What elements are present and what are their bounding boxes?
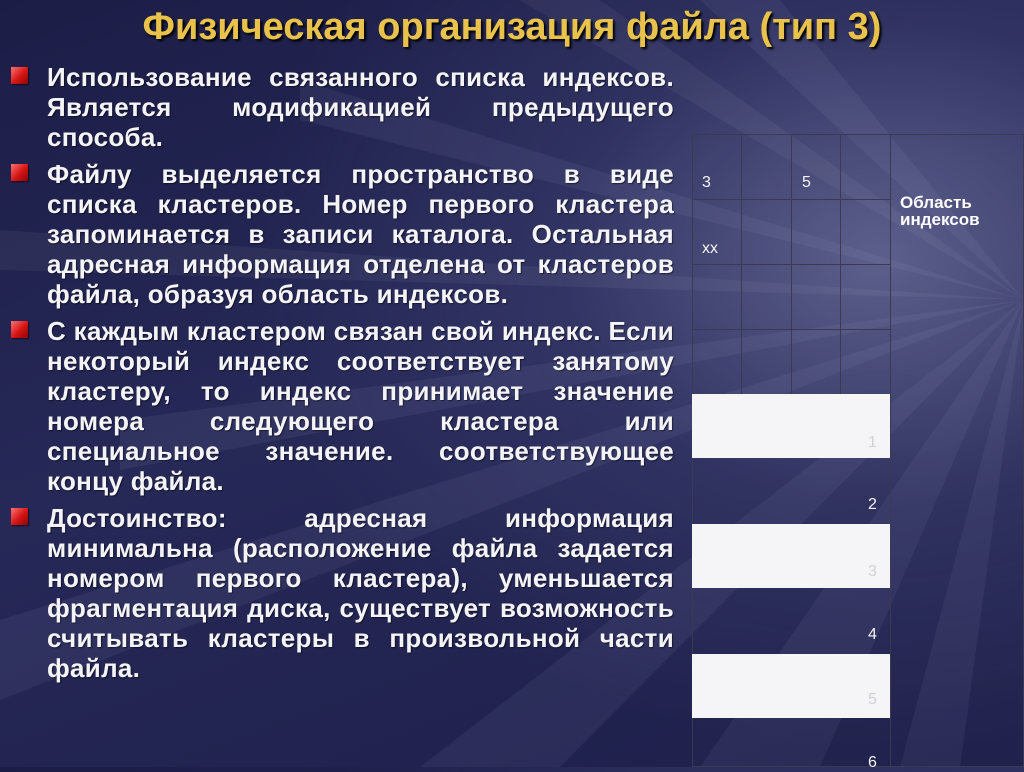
grid-row-line bbox=[692, 264, 890, 265]
bullet-item bbox=[10, 503, 674, 683]
bullet-item bbox=[10, 316, 674, 496]
file-cluster-diagram bbox=[692, 134, 1024, 771]
grid-row-line bbox=[692, 199, 890, 200]
cluster-value: 3 bbox=[702, 174, 711, 191]
index-number: 4 bbox=[868, 626, 877, 643]
index-box bbox=[692, 654, 890, 718]
index-box bbox=[692, 524, 890, 588]
square-bullet-icon bbox=[11, 508, 28, 525]
bullet-list bbox=[10, 62, 674, 690]
bullet-item bbox=[10, 159, 674, 309]
index-number: 2 bbox=[868, 496, 877, 513]
index-number: 1 bbox=[868, 434, 877, 451]
square-bullet-icon bbox=[11, 321, 28, 338]
index-box bbox=[692, 394, 890, 458]
index-number: 5 bbox=[868, 691, 877, 708]
square-bullet-icon bbox=[11, 164, 28, 181]
bullet-text: С каждым кластером связан свой индекс. Если некоторый индекс соответствует занятому кластеру, то индекс принимает значение номера следующего кластера или специальное значение. соответствующее концу файла. bbox=[47, 316, 674, 496]
bullet-text: Использование связанного списка индексов. Является модификацией предыдущего способа. bbox=[47, 62, 674, 152]
square-bullet-icon bbox=[11, 67, 28, 84]
bullet-text: Достоинство: адресная информация минимальна (расположение файла задается номером первого кластера), уменьшается фрагментация диска, существует возможность считывать кластеры в произвольной части файла. bbox=[47, 503, 674, 683]
index-number: 6 bbox=[868, 754, 877, 771]
index-area-label: Область индексов bbox=[900, 193, 980, 229]
index-area-divider bbox=[890, 134, 891, 767]
index-number: 3 bbox=[868, 563, 877, 580]
bullet-item bbox=[10, 62, 674, 152]
cluster-value: xx bbox=[702, 240, 718, 257]
grid-row-line bbox=[692, 329, 890, 330]
bullet-text: Файлу выделяется пространство в виде списка кластеров. Номер первого кластера запоминается в записи каталога. Остальная адресная информация отделена от кластеров файла, образуя область индексов. bbox=[47, 159, 674, 309]
slide-title: Физическая организация файла (тип 3) bbox=[142, 6, 882, 48]
cluster-value: 5 bbox=[802, 174, 811, 191]
